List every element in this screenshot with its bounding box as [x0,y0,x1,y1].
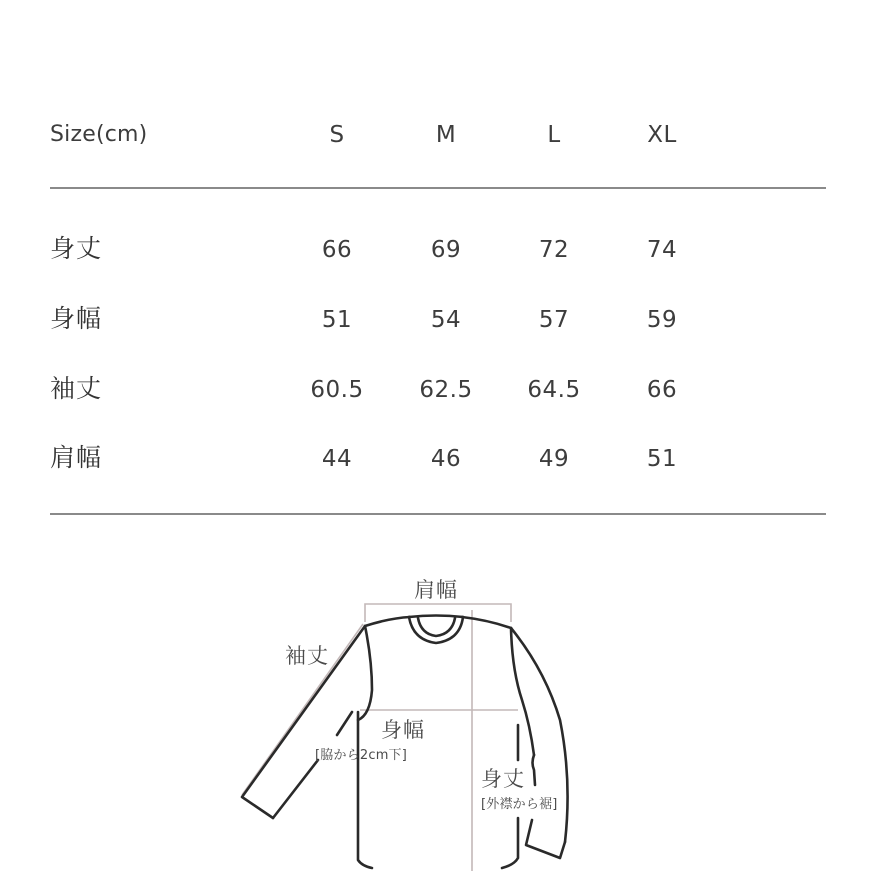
size-header-l: L [547,122,561,148]
table-cell: 62.5 [419,377,473,403]
table-cell: 72 [538,237,570,263]
table-cell: 51 [321,307,353,333]
body-length-note: [外襟から裾] [481,797,558,812]
row-label-body-length: 身丈 [50,234,103,263]
table-cell: 74 [646,237,678,263]
size-header-s: S [329,122,345,148]
table-cell: 44 [321,446,353,472]
size-header-m: M [435,122,457,148]
row-label-body-width: 身幅 [50,304,103,333]
shoulder-width-label: 肩幅 [414,578,458,602]
table-cell: 60.5 [310,377,364,403]
sleeve-length-label: 袖丈 [285,644,329,668]
table-cell: 66 [321,237,353,263]
body-width-note: [脇から2cm下] [315,748,408,763]
size-header-label: Size(cm) [50,122,148,147]
body-length-label: 身丈 [481,767,525,791]
body-width-label: 身幅 [381,718,425,742]
table-cell: 51 [646,446,678,472]
size-header-xl: XL [647,122,677,148]
row-label-shoulder-width: 肩幅 [50,443,103,472]
table-cell: 59 [646,307,678,333]
table-cell: 64.5 [527,377,581,403]
table-cell: 69 [430,237,462,263]
table-cell: 46 [430,446,462,472]
row-label-sleeve-length: 袖丈 [50,374,103,403]
table-cell: 54 [430,307,462,333]
table-cell: 66 [646,377,678,403]
table-cell: 57 [538,307,570,333]
table-cell: 49 [538,446,570,472]
